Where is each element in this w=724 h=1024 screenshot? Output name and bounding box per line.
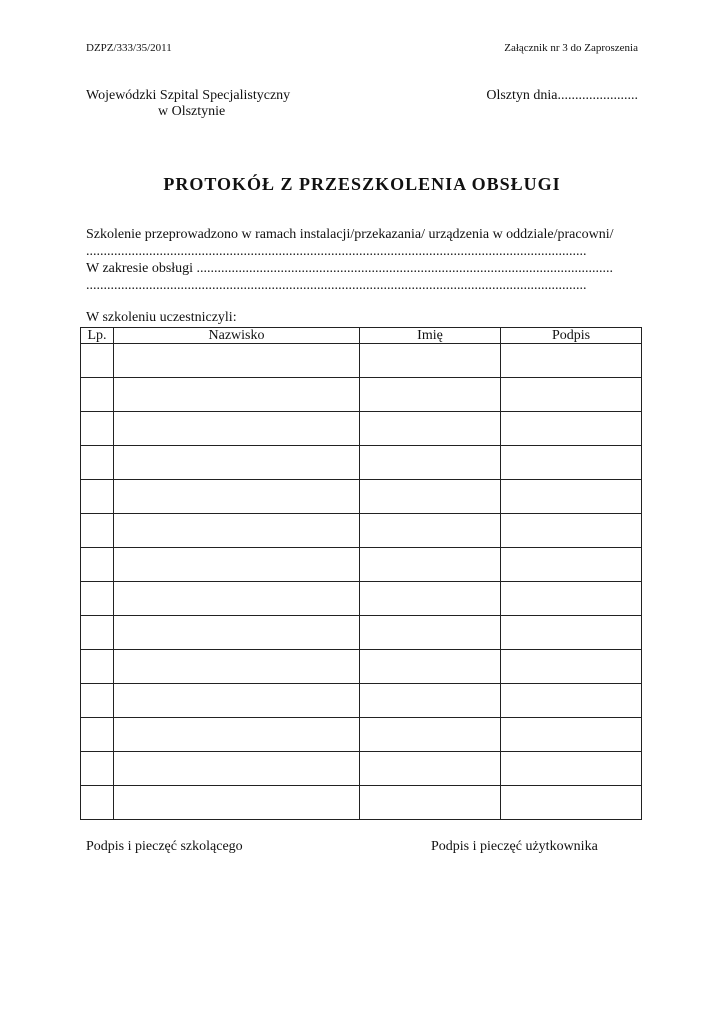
cell-lp	[81, 786, 114, 820]
cell-surname	[114, 752, 360, 786]
cell-signature	[501, 582, 642, 616]
cell-signature	[501, 752, 642, 786]
participants-table	[80, 327, 642, 820]
cell-surname	[114, 412, 360, 446]
cell-first-name	[360, 378, 501, 412]
table-row	[81, 650, 642, 684]
cell-lp	[81, 514, 114, 548]
cell-first-name	[360, 446, 501, 480]
cell-signature	[501, 650, 642, 684]
table-header-row	[81, 328, 642, 344]
cell-first-name	[360, 616, 501, 650]
cell-first-name	[360, 786, 501, 820]
cell-lp	[81, 752, 114, 786]
table-row	[81, 446, 642, 480]
cell-surname	[114, 446, 360, 480]
cell-surname	[114, 650, 360, 684]
cell-signature	[501, 786, 642, 820]
cell-surname	[114, 378, 360, 412]
cell-lp	[81, 480, 114, 514]
place-date-field: Olsztyn dnia.......................	[486, 88, 638, 103]
cell-surname	[114, 616, 360, 650]
table-row	[81, 378, 642, 412]
user-signature-label: Podpis i pieczęć użytkownika	[431, 839, 598, 854]
cell-signature	[501, 446, 642, 480]
cell-surname	[114, 718, 360, 752]
cell-first-name	[360, 718, 501, 752]
hospital-name: Wojewódzki Szpital Specjalistyczny	[86, 88, 291, 103]
table-row	[81, 616, 642, 650]
table-row	[81, 582, 642, 616]
cell-signature	[501, 718, 642, 752]
cell-surname	[114, 344, 360, 378]
cell-signature	[501, 412, 642, 446]
cell-lp	[81, 548, 114, 582]
participants-table-body	[81, 344, 642, 820]
participants-label: W szkoleniu uczestniczyli:	[86, 310, 237, 325]
cell-surname	[114, 786, 360, 820]
column-header-first-name: Imię	[360, 328, 501, 344]
cell-signature	[501, 344, 642, 378]
table-row	[81, 752, 642, 786]
cell-signature	[501, 480, 642, 514]
column-header-signature: Podpis	[501, 328, 642, 344]
cell-lp	[81, 650, 114, 684]
column-header-surname: Nazwisko	[114, 328, 360, 344]
cell-first-name	[360, 344, 501, 378]
cell-lp	[81, 616, 114, 650]
cell-signature	[501, 684, 642, 718]
table-row	[81, 412, 642, 446]
training-scope-line: W zakresie obsługi .......................................................................................................................	[86, 261, 614, 276]
dotted-fill-line: ...............................................................................................................................................	[86, 244, 587, 259]
cell-lp	[81, 718, 114, 752]
cell-first-name	[360, 514, 501, 548]
cell-first-name	[360, 752, 501, 786]
column-header-lp: Lp.	[81, 328, 114, 344]
cell-surname	[114, 480, 360, 514]
table-row	[81, 514, 642, 548]
cell-lp	[81, 582, 114, 616]
cell-first-name	[360, 684, 501, 718]
table-row	[81, 480, 642, 514]
cell-surname	[114, 582, 360, 616]
cell-first-name	[360, 548, 501, 582]
cell-lp	[81, 344, 114, 378]
cell-surname	[114, 684, 360, 718]
table-row	[81, 786, 642, 820]
table-row	[81, 718, 642, 752]
table-row	[81, 684, 642, 718]
document-reference: DZPZ/333/35/2011	[86, 42, 172, 54]
cell-signature	[501, 548, 642, 582]
cell-lp	[81, 684, 114, 718]
annex-note: Załącznik nr 3 do Zaproszenia	[504, 42, 638, 54]
cell-signature	[501, 514, 642, 548]
training-context-line: Szkolenie przeprowadzono w ramach instalacji/przekazania/ urządzenia w oddziale/pracowni/	[86, 227, 614, 242]
table-row	[81, 344, 642, 378]
cell-first-name	[360, 480, 501, 514]
page-title: PROTOKÓŁ Z PRZESZKOLENIA OBSŁUGI	[163, 174, 561, 194]
cell-first-name	[360, 650, 501, 684]
cell-first-name	[360, 412, 501, 446]
hospital-city: w Olsztynie	[158, 104, 226, 119]
cell-lp	[81, 412, 114, 446]
trainer-signature-label: Podpis i pieczęć szkolącego	[86, 839, 243, 854]
cell-surname	[114, 548, 360, 582]
table-row	[81, 548, 642, 582]
cell-signature	[501, 378, 642, 412]
cell-surname	[114, 514, 360, 548]
cell-lp	[81, 378, 114, 412]
cell-lp	[81, 446, 114, 480]
cell-signature	[501, 616, 642, 650]
cell-first-name	[360, 582, 501, 616]
dotted-fill-line: ...............................................................................................................................................	[86, 278, 587, 293]
